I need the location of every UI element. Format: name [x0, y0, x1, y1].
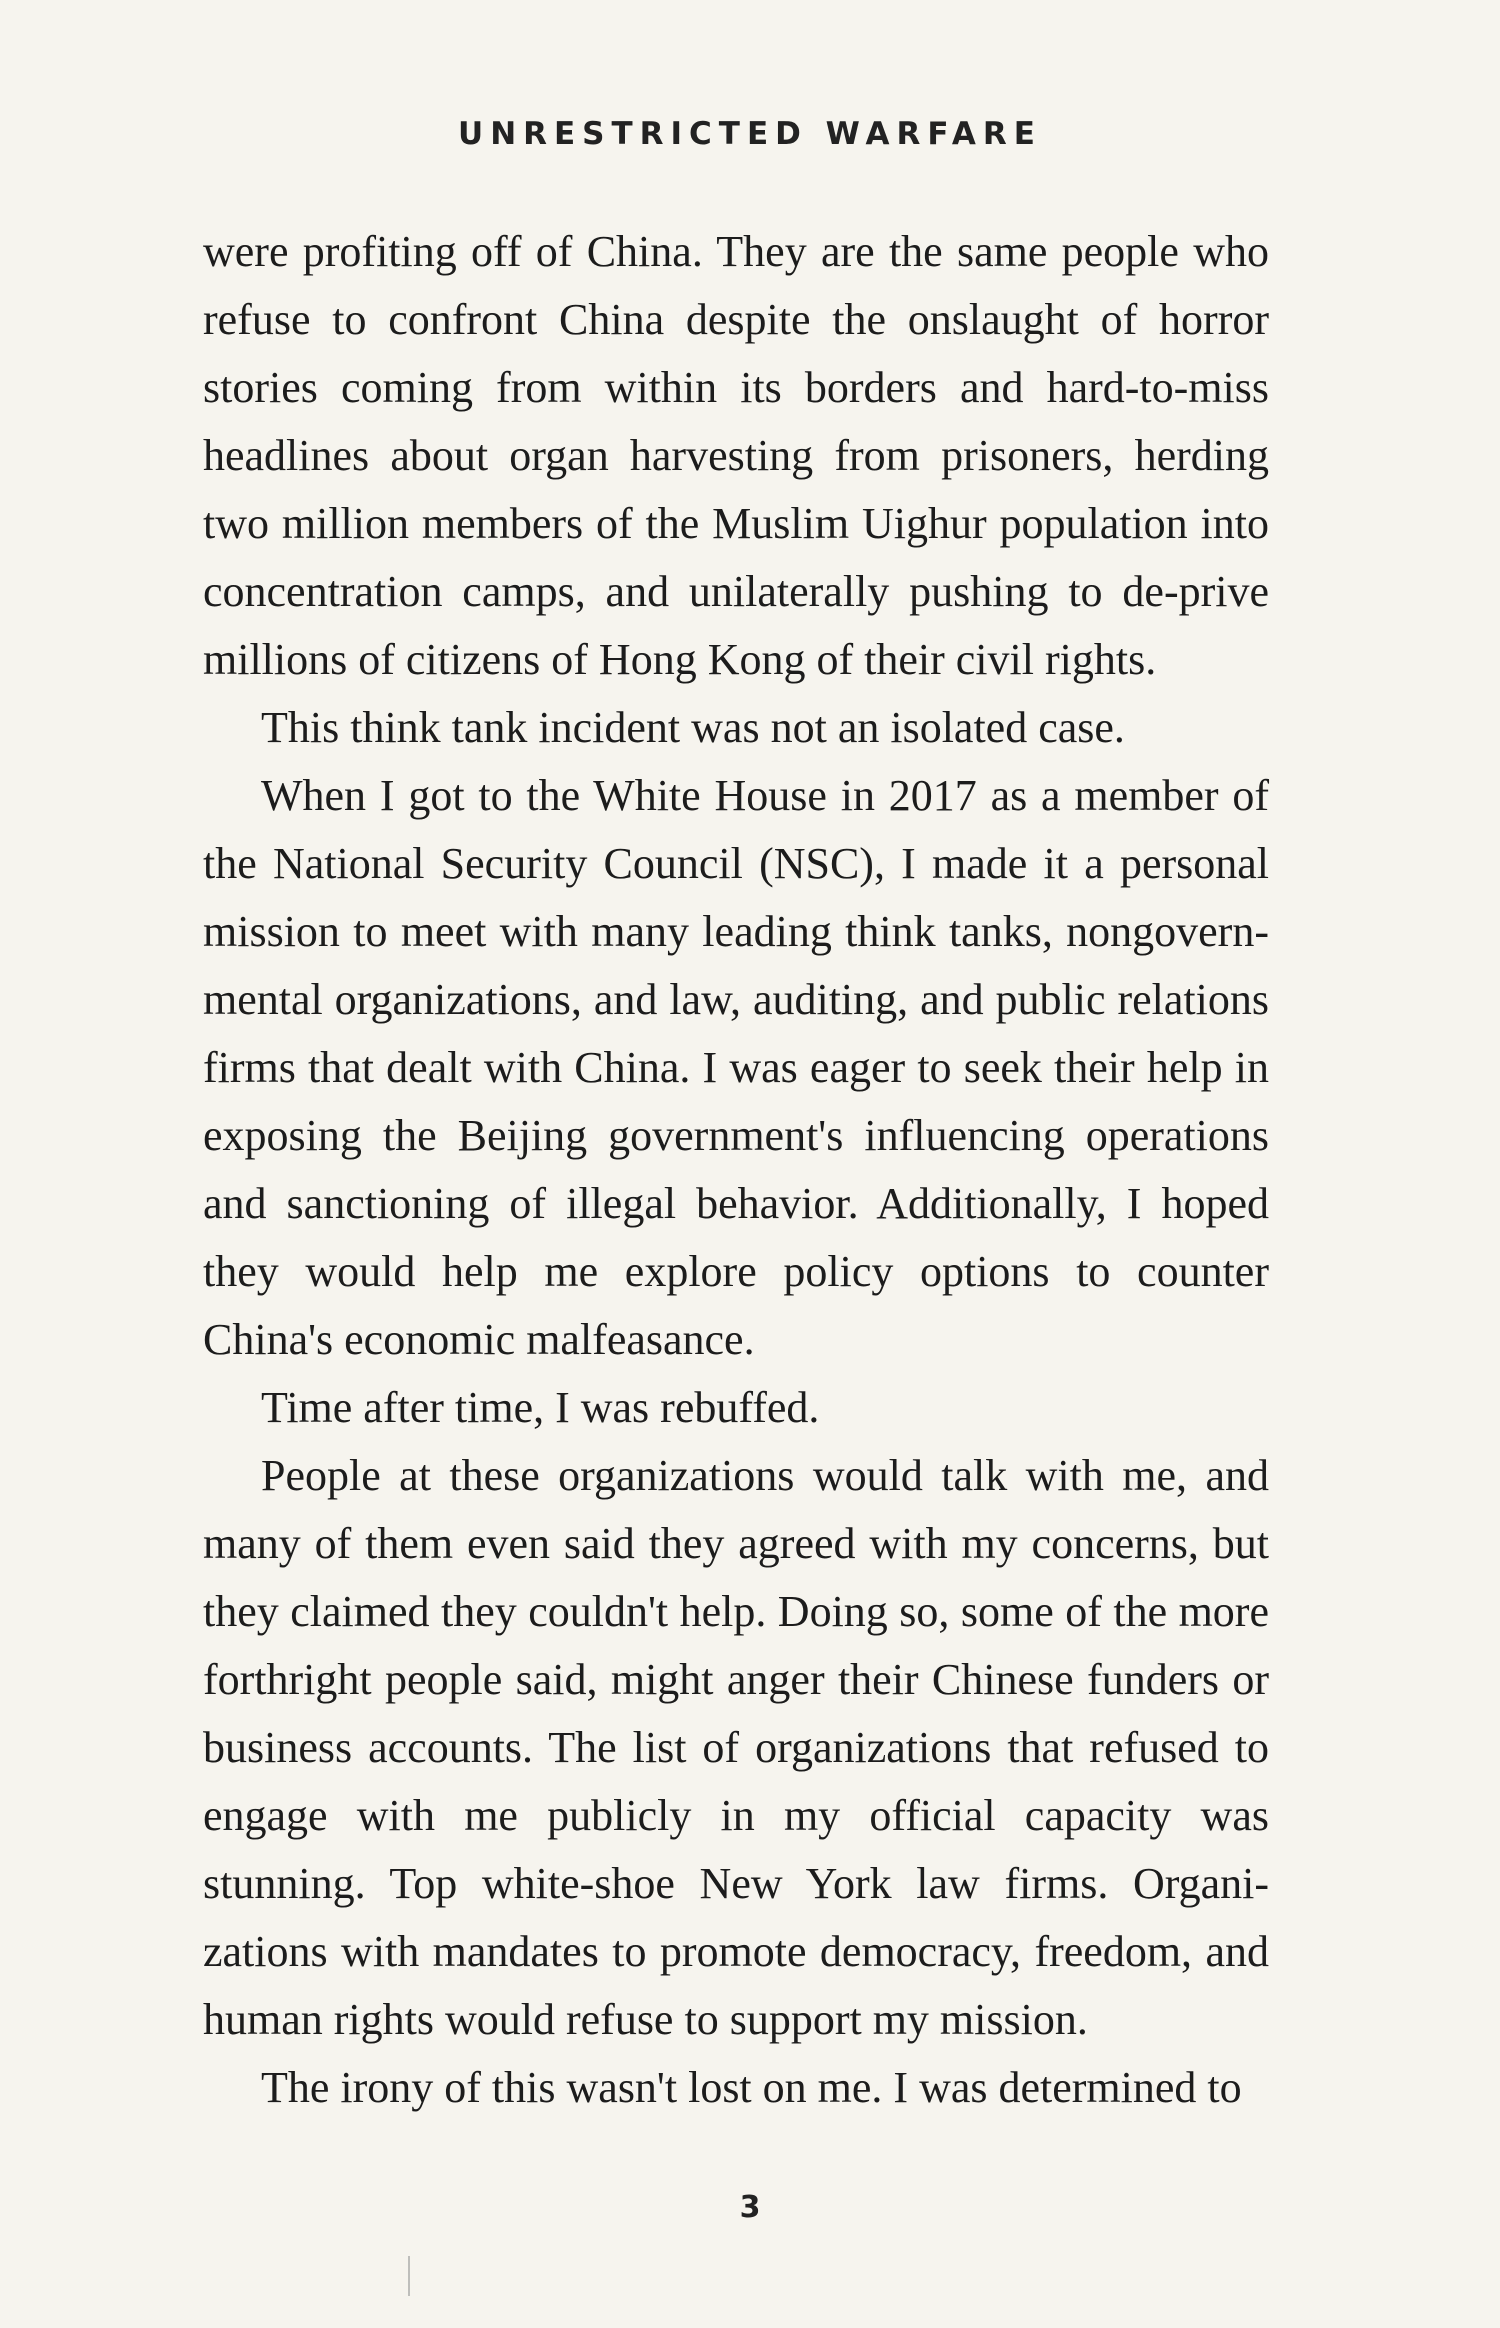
body-text	[203, 218, 1269, 2122]
paragraph-continued: were profiting off of China. They are the same people who refuse to confront China despite the onslaught of horror stories coming from within its borders and hard-to-miss headlines about organ harvesting from prisoners, herding two million members of the Muslim Uighur population into concentration camps, and unilaterally pushing to de-prive millions of citizens of Hong Kong of their civil rights.	[203, 227, 1269, 684]
paragraph: Time after time, I was rebuffed.	[261, 1383, 820, 1432]
paragraph: When I got to the White House in 2017 as a member of the National Security Council (NSC), I made it a personal mission to meet with many leading think tanks, nongovern-mental organizations, and law, auditing, and public relations firms that dealt with China. I was eager to seek their help in exposing the Beijing government's influencing operations and sanctioning of illegal behavior. Additionally, I hoped they would help me explore policy options to counter China's economic malfeasance.	[203, 771, 1269, 1364]
scan-artifact	[408, 2256, 410, 2296]
paragraph: This think tank incident was not an isolated case.	[261, 703, 1125, 752]
paragraph: People at these organizations would talk with me, and many of them even said they agreed with my concerns, but they claimed they couldn't help. Doing so, some of the more forthright people said, might anger their Chinese funders or business accounts. The list of organizations that refused to engage with me publicly in my official capacity was stunning. Top white-shoe New York law firms. Organi-zations with mandates to promote democracy, freedom, and human rights would refuse to support my mission.	[203, 1451, 1269, 2044]
running-head: UNRESTRICTED WARFARE	[458, 116, 1042, 152]
page-number: 3	[739, 2190, 761, 2225]
paragraph: The irony of this wasn't lost on me. I was determined to	[261, 2063, 1242, 2112]
